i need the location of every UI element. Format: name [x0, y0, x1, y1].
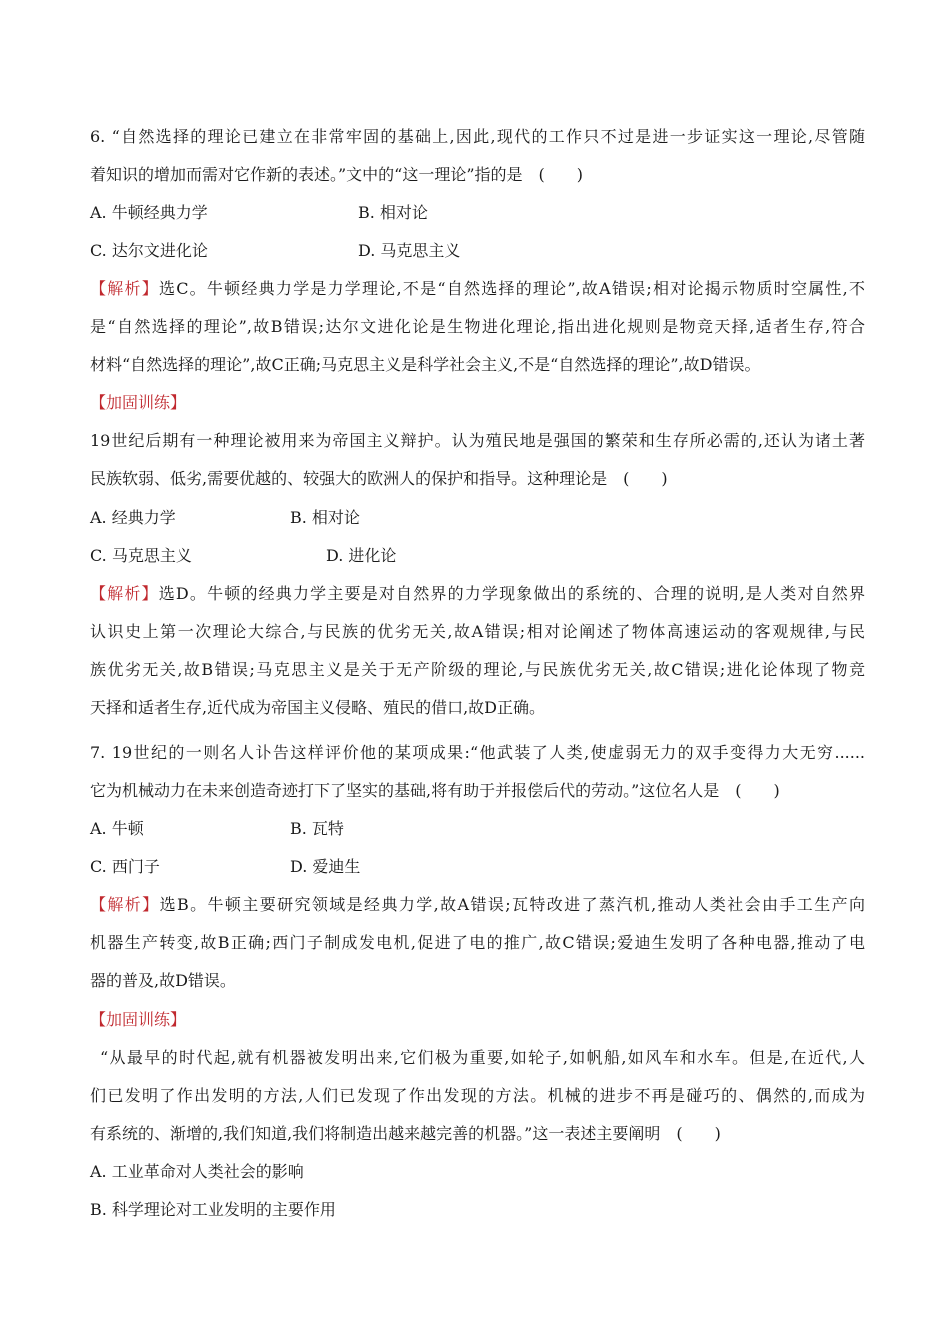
reinforce1-analysis-line-3: 族优劣无关,故B错误;马克思主义是关于无产阶级的理论,与民族优劣无关,故C错误;进化论体现了物竞	[90, 660, 865, 679]
q6-analysis-line-3: 材料“自然选择的理论”,故C正确;马克思主义是科学社会主义,不是“自然选择的理论”,故D错误。	[90, 355, 761, 374]
reinforce2-stem-line-2: 们已发明了作出发明的方法,人们已发现了作出发现的方法。机械的进步不再是碰巧的、偶然的,而成为	[90, 1086, 865, 1105]
reinforce1-analysis-line-4: 天择和适者生存,近代成为帝国主义侵略、殖民的借口,故D正确。	[90, 698, 546, 717]
q6-option-a: A. 牛顿经典力学	[90, 203, 208, 222]
reinforce1-stem-line-2: 民族软弱、低劣,需要优越的、较强大的欧洲人的保护和指导。这种理论是 ( )	[90, 469, 668, 488]
reinforce2-option-a: A. 工业革命对人类社会的影响	[90, 1162, 304, 1181]
reinforce1-option-a: A. 经典力学	[90, 508, 176, 527]
reinforce2-option-b: B. 科学理论对工业发明的主要作用	[90, 1200, 336, 1219]
q6-stem-line-1: 6. “自然选择的理论已建立在非常牢固的基础上,因此,现代的工作只不过是进一步证实这一理论,尽管随	[90, 127, 865, 146]
q6-analysis-line-1	[90, 278, 865, 300]
q6-analysis-text-1: 选C。牛顿经典力学是力学理论,不是“自然选择的理论”,故A错误;相对论揭示物质时空属性,不	[158, 279, 865, 298]
q7-option-b: B. 瓦特	[290, 819, 344, 838]
reinforce2-stem-line-3: 有系统的、渐增的,我们知道,我们将制造出越来越完善的机器。”这一表述主要阐明 ( )	[90, 1124, 721, 1143]
reinforce1-analysis-line-2: 认识史上第一次理论大综合,与民族的优劣无关,故A错误;相对论阐述了物体高速运动的客观规律,与民	[90, 622, 865, 641]
reinforce1-option-b: B. 相对论	[290, 508, 360, 527]
reinforce1-analysis-line-1	[90, 583, 865, 605]
q6-analysis-tag: 【解析】	[90, 279, 159, 298]
reinforce1-analysis-tag: 【解析】	[90, 584, 159, 603]
q6-stem-line-2: 着知识的增加而需对它作新的表述。”文中的“这一理论”指的是 ( )	[90, 165, 584, 184]
reinforce1-option-c: C. 马克思主义	[90, 546, 192, 565]
q6-option-b: B. 相对论	[358, 203, 428, 222]
reinforce2-stem-line-1: “从最早的时代起,就有机器被发明出来,它们极为重要,如轮子,如帆船,如风车和水车。但是,在近代,人	[100, 1048, 865, 1067]
q6-option-c: C. 达尔文进化论	[90, 241, 208, 260]
q7-analysis-text-1: 选B。牛顿主要研究领域是经典力学,故A错误;瓦特改进了蒸汽机,推动人类社会由手工生产向	[159, 895, 865, 914]
reinforce1-stem-line-1: 19世纪后期有一种理论被用来为帝国主义辩护。认为殖民地是强国的繁荣和生存所必需的,还认为诸土著	[90, 431, 865, 450]
reinforce1-analysis-text-1: 选D。牛顿的经典力学主要是对自然界的力学现象做出的系统的、合理的说明,是人类对自然界	[158, 584, 865, 603]
q7-analysis-line-2: 机器生产转变,故B正确;西门子制成发电机,促进了电的推广,故C错误;爱迪生发明了各种电器,推动了电	[90, 933, 865, 952]
q6-option-d: D. 马克思主义	[358, 241, 461, 260]
q7-analysis-tag: 【解析】	[90, 895, 160, 914]
q7-option-a: A. 牛顿	[90, 819, 144, 838]
q7-stem-line-1: 7. 19世纪的一则名人讣告这样评价他的某项成果:“他武装了人类,使虚弱无力的双手变得力大无穷......	[90, 743, 865, 762]
q7-analysis-line-3: 器的普及,故D错误。	[90, 971, 236, 990]
q7-stem-line-2: 它为机械动力在未来创造奇迹打下了坚实的基础,将有助于并报偿后代的劳动。”这位名人是 ( )	[90, 781, 780, 800]
q7-option-d: D. 爱迪生	[290, 857, 361, 876]
reinforce1-tag: 【加固训练】	[90, 393, 187, 412]
q7-option-c: C. 西门子	[90, 857, 160, 876]
reinforce2-tag: 【加固训练】	[90, 1010, 187, 1029]
q7-analysis-line-1	[90, 894, 865, 916]
reinforce1-option-d: D. 进化论	[326, 546, 397, 565]
q6-analysis-line-2: 是“自然选择的理论”,故B错误;达尔文进化论是生物进化理论,指出进化规则是物竞天择,适者生存,符合	[90, 317, 865, 336]
